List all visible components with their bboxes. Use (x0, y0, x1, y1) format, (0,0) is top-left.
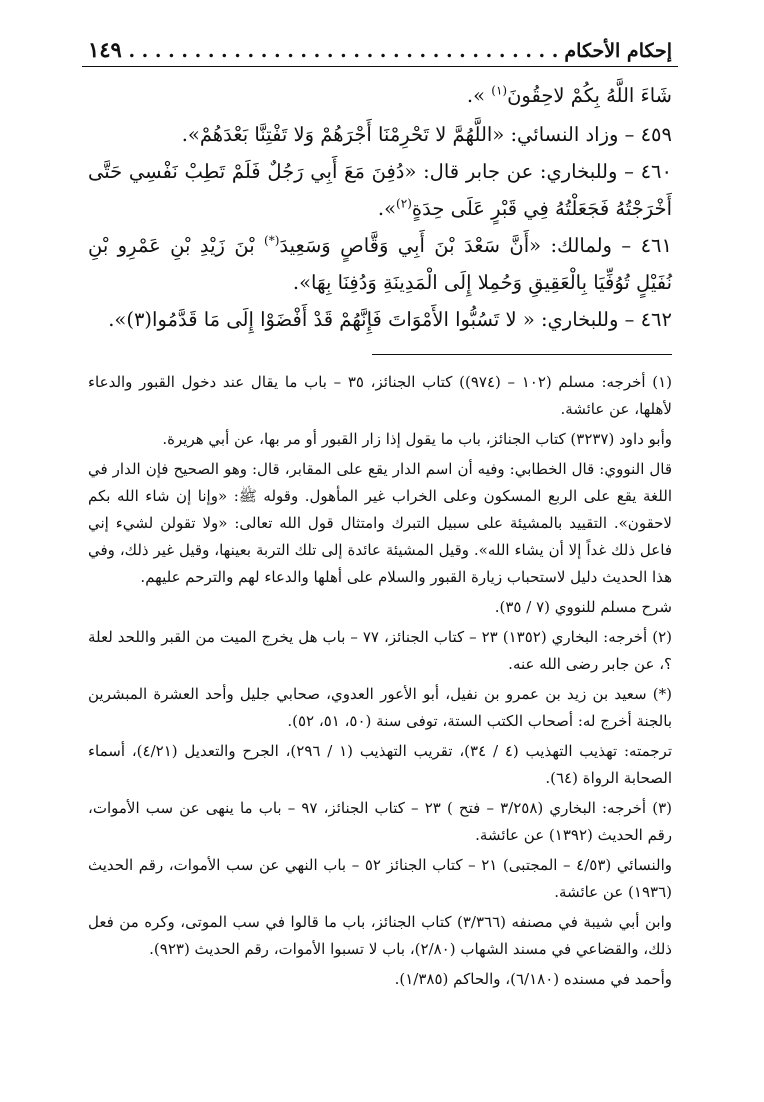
footnote-2: (٢) أخرجه: البخاري (١٣٥٢) ٢٣ – كتاب الجنائز، ٧٧ – باب هل يخرج الميت من القبر واللحد لعلة ؟، عن جابر رضى الله عنه. (88, 628, 672, 673)
footnote-3-ibn-abi-shayba: وابن أبي شيبة في مصنفه (٣/٣٦٦) كتاب الجنائز، باب ما قالوا في سب الموتى، وكره من فعل ذلك، والقضاعي في مسند الشهاب (٢/٨٠)، باب لا تسبوا الأموات، رقم الحديث (٩٢٣). (88, 913, 672, 958)
page-header (82, 28, 678, 67)
footnote-ref-2: (٢) (396, 196, 412, 211)
footnote-ref-star: (*) (264, 233, 280, 248)
footnotes (82, 369, 678, 993)
footnote-separator (372, 354, 672, 355)
footnote-ref-1: (١) (491, 83, 508, 98)
hadith-459: ٤٥٩ – وزاد النسائي: «اللَّهُمَّ لا تَحْرِمْنَا أَجْرَهُمْ وَلا تَفْتِنَّا بَعْدَهُمْ». (181, 123, 672, 146)
continuation-line: شَاءَ اللَّهُ بِكُمْ لاحِقُونَ$^{(١)}$ ». (466, 83, 672, 107)
leader-dots: . . . . . . . . . . . . . . . . . . . . . . . . . . . . . . . . . (128, 40, 559, 62)
footnote-1-abudawud: وأبو داود (٣٢٣٧) كتاب الجنائز، باب ما يقول إذا زار القبور أو مر بها، عن أبي هريرة. (162, 430, 672, 448)
hadith-461: ٤٦١ – ولمالك: «أَنَّ سَعْدَ بْنَ أَبِي وَقَّاصٍ وَسَعِيدَ(*) بْنَ زَيْدِ بْنِ عَمْرِو بْنِ نُفَيْلٍ تُوُفِّيَا بِالْعَقِيقِ وَحُمِلا إِلَى الْمَدِينَةِ وَدُفِنَا بِهَا». (88, 233, 672, 294)
page-number: ١٤٩ (88, 37, 122, 62)
footnote-1-nawawi: قال النووي: قال الخطابي: وفيه أن اسم الدار يقع على المقابر، قال: وهو الصحيح فإن الدار في اللغة يقع على الربع المسكون وعلى الخراب غير المأهول. وقوله ﷺ: «وإنا إن شاء الله بكم لاحقون». التقييد بالمشيئة على سبيل التبرك وامتثال قول الله تعالى: «ولا تقولن لشيء إني فاعل ذلك غداً إلا أن يشاء الله». وقيل المشيئة عائدة إلى تلك التربة بعينها، وقيل غير ذلك، وفي هذا الحديث دليل لاستحباب زيارة القبور والسلام على أهلها والدعاء لهم والترحم عليهم. (88, 460, 672, 586)
footnote-star: (*) سعيد بن زيد بن عمرو بن نفيل، أبو الأعور العدوي، صحابي جليل وأحد العشرة المبشرين بالجنة أخرج له: أصحاب الكتب الستة، توفى سنة (٥٠، ٥١، ٥٢). (88, 685, 672, 730)
footnote-1: (١) أخرجه: مسلم (١٠٢ – (٩٧٤)) كتاب الجنائز، ٣٥ – باب ما يقال عند دخول القبور والدعاء لأهلها، عن عائشة. (88, 373, 672, 418)
footnote-3-ahmad: وأحمد في مسنده (٦/١٨٠)، والحاكم (١/٣٨٥). (394, 970, 672, 988)
hadith-462: ٤٦٢ – وللبخاري: « لا تَسُبُّوا الأَمْوَاتَ فَإِنَّهُمْ قَدْ أَفْضَوْا إِلَى مَا قَدَّمُوا(٣)». (108, 308, 672, 331)
running-title: إحكام الأحكام (564, 40, 672, 62)
hadith-460: ٤٦٠ – وللبخاري: عن جابر قال: «دُفِنَ مَعَ أَبِي رَجُلٌ فَلَمْ تَطِبْ نَفْسِي حَتَّى أَخْرَجْتُهُ فَجَعَلْتُهُ فِي قَبْرٍ عَلَى حِدَةٍ$^{(٢)}$». (88, 160, 672, 220)
footnote-3: (٣) أخرجه: البخاري (٣/٢٥٨ – فتح ) ٢٣ – كتاب الجنائز، ٩٧ – باب ما ينهى عن سب الأموات، رقم الحديث (١٣٩٢) عن عائشة. (88, 799, 672, 844)
footnote-3-nasai: والنسائي (٤/٥٣ – المجتبى) ٢١ – كتاب الجنائز ٥٢ – باب النهي عن سب الأموات، رقم الحديث (١٩٣٦) عن عائشة. (88, 856, 672, 901)
footnote-star-biography: ترجمته: تهذيب التهذيب (٤ / ٣٤)، تقريب التهذيب (١ / ٢٩٦)، الجرح والتعديل (٤/٢١)، أسماء الصحابة الرواة (٦٤). (88, 742, 672, 787)
hadith-body (82, 67, 678, 338)
footnote-1-source: شرح مسلم للنووي (٧ / ٣٥). (494, 598, 672, 616)
